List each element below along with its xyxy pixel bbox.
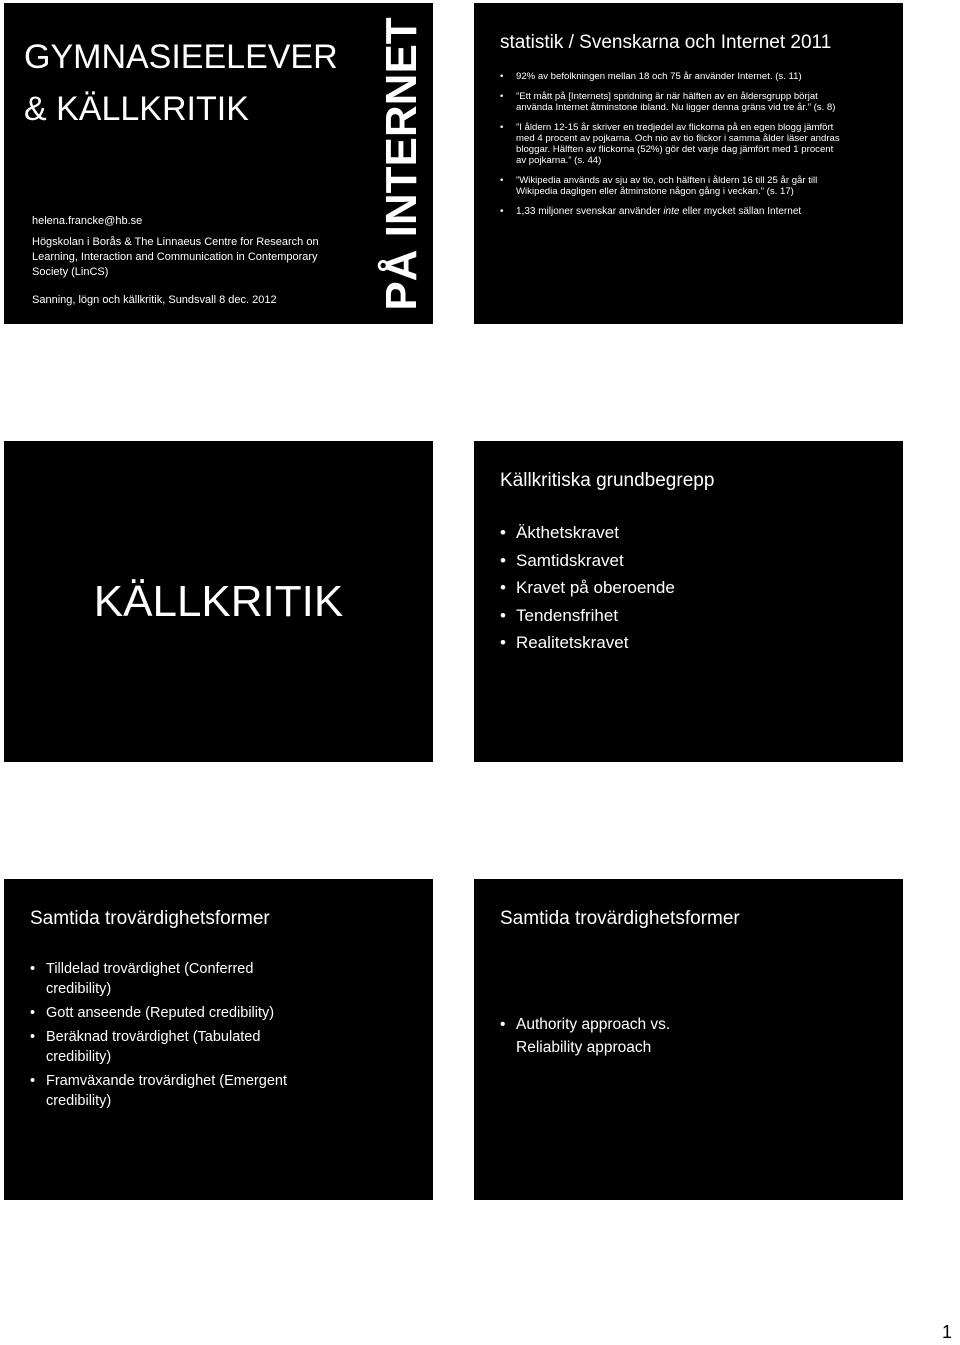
slide-6-title: Samtida trovärdighetsformer <box>500 908 740 929</box>
event-line: Sanning, lögn och källkritik, Sundsvall 8 dec. 2012 <box>32 294 277 306</box>
slide-4 <box>474 441 903 762</box>
credibility-list <box>30 959 320 1115</box>
last-item-text-b: eller mycket sällan Internet <box>679 206 802 217</box>
title-line-2: & KÄLLKRITIK <box>24 90 249 128</box>
last-item-emphasis: inte <box>663 206 680 217</box>
statistics-list <box>500 71 845 226</box>
list-item: • Äkthetskravet <box>500 519 675 547</box>
last-item-text-a: 1,33 miljoner svenskar använder <box>516 206 664 217</box>
approach-list <box>500 1013 730 1063</box>
list-item: • Tendensfrihet <box>500 602 675 630</box>
list-item: • Authority approach vs. Reliability approach <box>500 1013 730 1059</box>
slide-6 <box>474 879 903 1200</box>
list-item: • Framväxande trovärdighet (Emergent credibility) <box>30 1071 320 1111</box>
list-item: • Gott anseende (Reputed credibility) <box>30 1003 320 1023</box>
slide-3 <box>4 441 433 762</box>
slide-4-title: Källkritiska grundbegrepp <box>500 470 715 491</box>
slide-3-title: KÄLLKRITIK <box>93 576 344 626</box>
reference-box <box>848 889 892 1189</box>
list-item: • ”Ett mått på [Internets] spridning är när hälften av en åldersgrupp börjat använda Internet åtminstone ibland. Nu ligger denna gräns vid tre år.” (s. 8) <box>500 91 845 113</box>
vertical-title: PÅ INTERNET <box>377 17 426 311</box>
author-email: helena.francke@hb.se <box>32 215 143 227</box>
list-item: • Kravet på oberoende <box>500 574 675 602</box>
list-item: • ”Wikipedia används av sju av tio, och hälften i åldern 16 till 25 år går till Wikipedia dagligen eller åtminstone någon gång i veckan.” (s. 17) <box>500 175 845 197</box>
concepts-list <box>500 519 675 657</box>
vertical-title-box <box>376 11 428 317</box>
slide-2 <box>474 3 903 324</box>
list-item: • Samtidskravet <box>500 547 675 575</box>
list-item <box>500 206 845 217</box>
reference-box <box>376 889 420 1189</box>
slide-5-title: Samtida trovärdighetsformer <box>30 908 270 929</box>
author-affiliation: Högskolan i Borås & The Linnaeus Centre for Research on Learning, Interaction and Communication in Contemporary Society (LinCS) <box>32 236 319 278</box>
slide-5 <box>4 879 433 1200</box>
list-item: • Realitetskravet <box>500 629 675 657</box>
list-item: • ”I åldern 12-15 år skriver en tredjedel av flickorna på en egen blogg jämfört med 4 procent av pojkarna. Och nio av tio flickor i samma ålder läser andras bloggar. Hälften av flickorna (52%) gör det varje dag jämfört med 1 procent av pojkarna.” (s. 44) <box>500 122 845 166</box>
list-item: • Tilldelad trovärdighet (Conferred credibility) <box>30 959 320 999</box>
slide-2-title: statistik / Svenskarna och Internet 2011 <box>500 32 832 53</box>
list-item: • Beräknad trovärdighet (Tabulated credibility) <box>30 1027 320 1067</box>
reference-box <box>859 43 899 293</box>
list-item: • 92% av befolkningen mellan 18 och 75 år använder Internet. (s. 11) <box>500 71 845 82</box>
slide-1-title <box>24 31 338 135</box>
title-line-1: GYMNASIEELEVER <box>24 38 338 76</box>
page-number: 1 <box>941 1322 952 1342</box>
slide-1 <box>4 3 433 324</box>
